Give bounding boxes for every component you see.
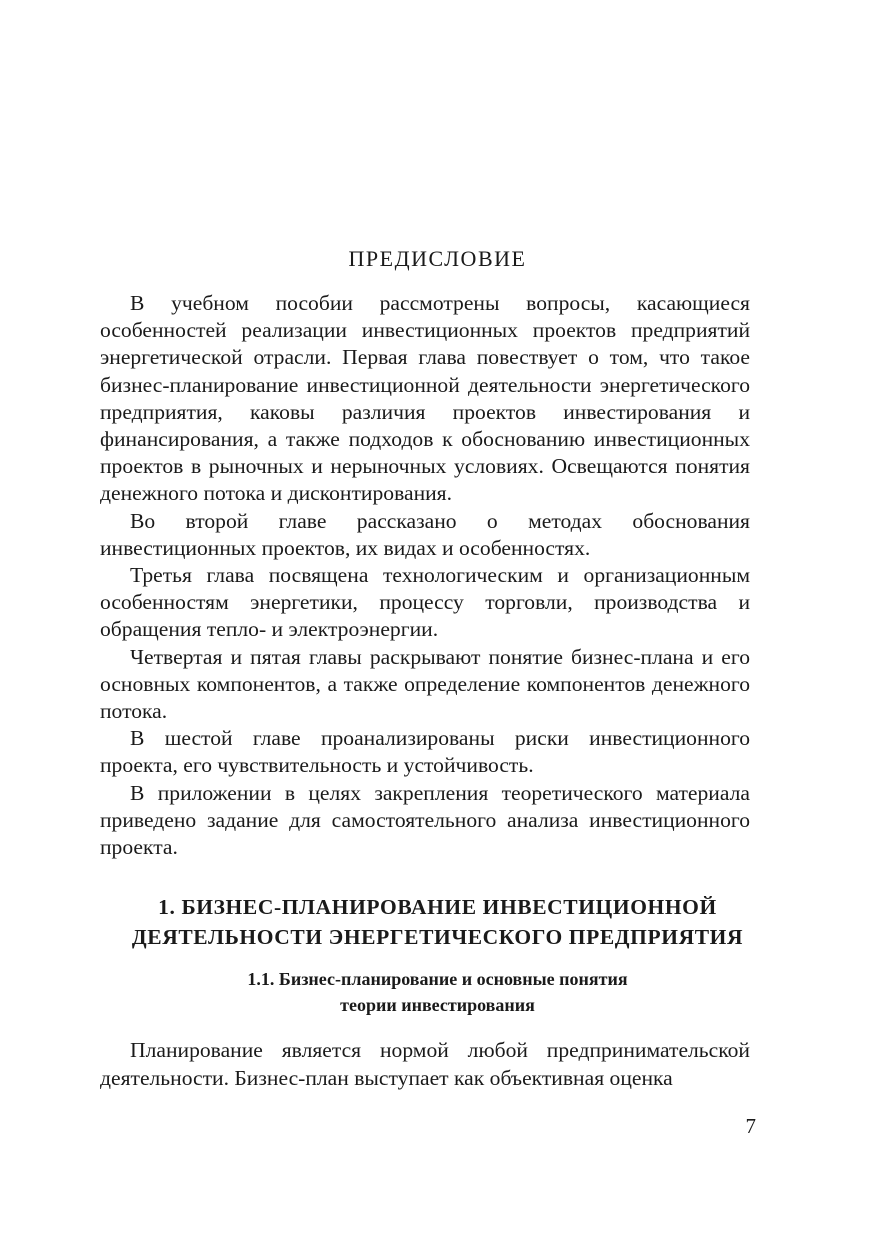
preface-body (100, 290, 750, 861)
section-heading-line-1: 1.1. Бизнес-планирование и основные понятия (247, 969, 628, 989)
chapter-heading (60, 892, 815, 952)
preface-title: ПРЕДИСЛОВИЕ (348, 246, 527, 271)
preface-paragraph-1: В учебном пособии рассмотрены вопросы, касающиеся особенностей реализации инвестиционных проектов предприятий энергетической отрасли. Первая глава повествует о том, что такое бизнес-планирование инвестиционной деятельности энергетического предприятия, каковы различия проектов инвестирования и финансирования, а также подходов к обоснованию инвестиционных проектов в рыночных и нерыночных условиях. Освещаются понятия денежного потока и дисконтирования. (100, 291, 750, 506)
section-heading-line-2: теории инвестирования (340, 995, 535, 1015)
preface-paragraph-3: Третья глава посвящена технологическим и организационным особенностям энергетики, процессу торговли, производства и обращения тепло- и электроэнергии. (100, 563, 750, 642)
chapter-heading-line-1: 1. БИЗНЕС-ПЛАНИРОВАНИЕ ИНВЕСТИЦИОННОЙ (158, 895, 717, 919)
preface-paragraph-4: Четвертая и пятая главы раскрывают понятие бизнес-плана и его основных компонентов, а также определение компонентов денежного потока. (100, 644, 750, 724)
section-heading (60, 966, 815, 1018)
preface-paragraph-2: Во второй главе рассказано о методах обоснования инвестиционных проектов, их видах и особенностях. (100, 508, 750, 560)
section-body (100, 1036, 750, 1092)
preface-paragraph-6: В приложении в целях закрепления теоретического материала приведено задание для самостоятельного анализа инвестиционного проекта. (100, 780, 750, 860)
section-paragraph-1: Планирование является нормой любой предпринимательской деятельности. Бизнес-план выступает как объективная оценка (100, 1038, 750, 1090)
preface-paragraph-5: В шестой главе проанализированы риски инвестиционного проекта, его чувствительность и устойчивость. (100, 726, 750, 778)
page-number: 7 (745, 1114, 756, 1138)
chapter-heading-line-2: ДЕЯТЕЛЬНОСТИ ЭНЕРГЕТИЧЕСКОГО ПРЕДПРИЯТИЯ (131, 925, 744, 949)
